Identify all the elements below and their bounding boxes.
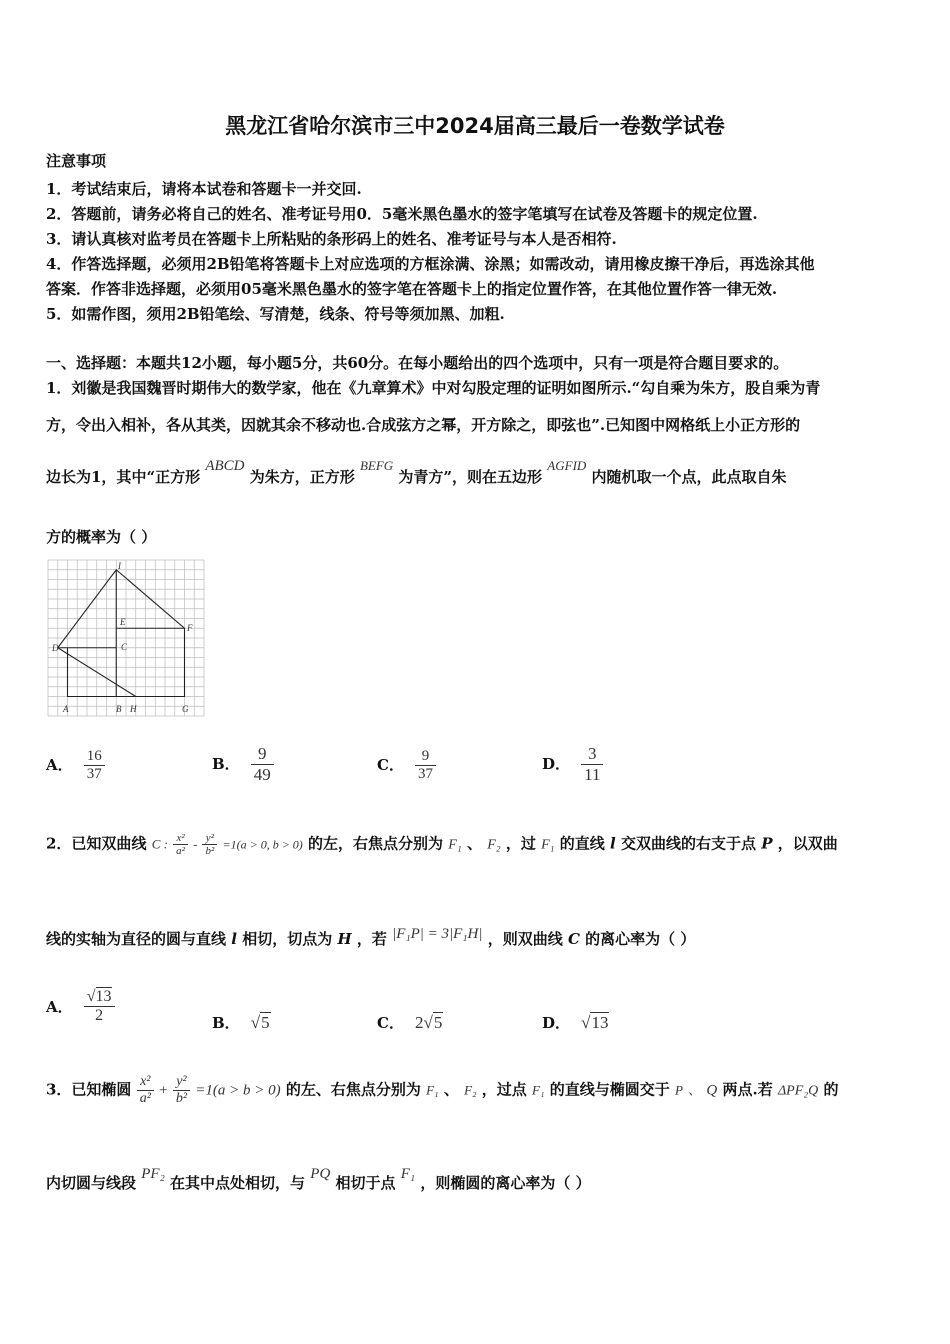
q3-text: 相切于点	[335, 1174, 396, 1192]
numerator: y²	[202, 832, 217, 845]
radicand: 5	[261, 1013, 270, 1032]
q3-text: 内切圆与线段	[46, 1174, 137, 1192]
fraction	[251, 744, 274, 785]
page-title: 黑龙江省哈尔滨市三中2024届高三最后一卷数学试卷	[225, 114, 725, 138]
q3-triangle: ΔPF₂Q	[777, 1083, 819, 1099]
label-c: C	[121, 642, 128, 652]
q2-text: 的离心率为（ ）	[585, 930, 696, 948]
q2-text: ，以双曲	[777, 834, 838, 853]
notice-item: 5．如需作图，须用2B铅笔绘、写清楚，线条、符号等须加黑、加粗.	[46, 305, 505, 323]
q3-line1	[46, 1074, 839, 1107]
option-label: C．	[377, 756, 404, 774]
q1-line2: 方，令出入相补，各从其类，因就其余不移动也.合成弦方之幂，开方除之，即弦也”.已知图中网格纸上小正方形的	[46, 416, 801, 434]
numerator: x²	[137, 1074, 154, 1091]
q3-text: 的左、右焦点分别为	[285, 1080, 421, 1099]
q2-f1: F₁	[448, 837, 462, 853]
q2-option-a[interactable]	[46, 988, 115, 1025]
notice-item: 4．作答选择题，必须用2B铅笔将答题卡上对应选项的方框涂满、涂黑；如需改动，请用橡皮擦干净后，再选涂其他	[46, 255, 815, 273]
q2-f2: F₂	[487, 837, 501, 853]
label-d: D	[52, 643, 59, 653]
q2-option-c[interactable]	[377, 1012, 443, 1033]
numerator: √13	[84, 988, 115, 1007]
notice-item: 1．考试结束后，请将本试卷和答题卡一并交回.	[46, 180, 362, 198]
denominator: 37	[86, 766, 102, 782]
q2-eq-c: C :	[151, 836, 168, 852]
q3-pf2: PF₂	[141, 1166, 165, 1182]
q1-line1: 1．刘徽是我国魏晋时期伟大的数学家，他在《九章算术》中对勾股定理的证明如图所示.“勾自乘为朱方，股自乘为青	[46, 379, 821, 397]
q3-text: 的	[823, 1080, 839, 1099]
q2-l: l	[231, 930, 237, 948]
q2-option-d[interactable]	[542, 1012, 609, 1033]
q1-line3	[46, 458, 787, 487]
q2-eq-rest: =1(a > 0, b > 0)	[222, 837, 303, 852]
q1-option-d[interactable]	[542, 744, 603, 785]
section-heading: 一、选择题：本题共12小题，每小题5分，共60分。在每小题给出的四个选项中，只有一项是符合题目要求的。	[46, 354, 789, 372]
q3-line2	[46, 1166, 591, 1193]
label-e: E	[120, 617, 126, 627]
fraction	[84, 748, 105, 783]
q3-pq: PQ	[310, 1166, 331, 1182]
denominator: b²	[205, 845, 215, 857]
q1-option-c[interactable]	[377, 748, 436, 783]
notice-heading: 注意事项	[46, 152, 107, 170]
q3-text: ，则椭圆的离心率为（ ）	[420, 1174, 591, 1192]
q2-text: 的左，右焦点分别为	[308, 834, 444, 853]
q1-befg: BEFG	[359, 458, 394, 473]
q2-text: 交双曲线的右支于点	[620, 834, 756, 853]
q2-l: l	[610, 834, 616, 853]
numerator: 9	[415, 748, 436, 766]
label-h: H	[130, 704, 137, 714]
option-label: B．	[212, 755, 240, 773]
q1-text: 边长为1，其中“正方形	[46, 468, 201, 486]
option-label: B．	[212, 1014, 240, 1032]
q2-text: ，若	[356, 930, 387, 948]
radicand: 5	[433, 1013, 443, 1032]
numerator: 9	[251, 744, 274, 765]
fraction	[581, 744, 603, 785]
q1-option-b[interactable]	[212, 744, 274, 785]
denominator: 2	[95, 1007, 104, 1024]
q2-condition: |F₁P| = 3|F₁H|	[392, 926, 483, 942]
q1-text: 内随机取一个点，此点取自朱	[591, 468, 787, 486]
q2-c: C	[567, 930, 580, 948]
q1-text: 为青方”，则在五边形	[398, 468, 543, 486]
option-label: A．	[46, 998, 73, 1016]
denominator: a²	[139, 1091, 151, 1106]
sqrt: √13	[581, 1013, 609, 1032]
q1-text: 为朱方，正方形	[249, 468, 355, 486]
q3-f1: F₁	[400, 1166, 416, 1182]
q2-f1: F₁	[541, 837, 555, 853]
q2-text: 、	[466, 834, 482, 853]
q2-h: H	[337, 930, 352, 948]
q2-text: 2．已知双曲线	[46, 834, 147, 853]
q3-text: 在其中点处相切，与	[170, 1174, 306, 1192]
q2-text: 相切，切点为	[242, 930, 333, 948]
denominator: 11	[584, 765, 601, 784]
q2-text: 线的实轴为直径的圆与直线	[46, 930, 227, 948]
fraction	[173, 1074, 190, 1107]
q3-f2: F₂	[464, 1082, 477, 1098]
q2-minus: -	[193, 837, 198, 852]
q2-line2	[46, 928, 695, 949]
q2-line1	[46, 832, 838, 857]
numerator: 3	[581, 744, 603, 765]
q2-text: 的直线	[559, 834, 605, 853]
option-label: D．	[542, 1014, 571, 1032]
label-g: G	[182, 704, 189, 714]
q2-text: ，过	[505, 834, 536, 853]
notice-item: 2．答题前，请务必将自己的姓名、准考证号用0．5毫米黑色墨水的签字笔填写在试卷及答题卡的规定位置.	[46, 205, 758, 223]
q2-option-b[interactable]	[212, 1012, 271, 1033]
q3-plus: +	[159, 1082, 168, 1099]
label-b: B	[116, 704, 122, 714]
option-label: A．	[46, 756, 73, 774]
q3-text: 的直线与椭圆交于	[549, 1080, 670, 1099]
fraction	[173, 832, 188, 857]
numerator: y²	[173, 1074, 190, 1091]
denominator: 37	[418, 766, 434, 782]
q1-line4: 方的概率为（ ）	[46, 528, 157, 546]
q2-text: ，则双曲线	[487, 930, 563, 948]
q3-q: Q	[706, 1082, 718, 1099]
notice-item: 答案．作答非选择题，必须用05毫米黑色墨水的签字笔在答题卡上的指定位置作答，在其他位置作答一律无效.	[46, 280, 778, 298]
q2-p: P	[761, 834, 773, 853]
figure-shapes	[58, 570, 185, 697]
pythagoras-figure	[46, 558, 208, 720]
sqrt: √5	[250, 1013, 270, 1032]
q3-p: P	[674, 1082, 683, 1098]
label-i: I	[118, 561, 121, 571]
radicand: 13	[591, 1013, 609, 1032]
numerator: 16	[84, 748, 105, 766]
sqrt: 2√5	[415, 1013, 443, 1032]
q3-text: 3．已知椭圆	[46, 1080, 132, 1099]
fraction	[137, 1074, 154, 1107]
denominator: 49	[253, 765, 271, 784]
denominator: a²	[176, 845, 185, 857]
denominator: b²	[175, 1091, 188, 1106]
coefficient: 2	[415, 1013, 424, 1032]
q1-abcd: ABCD	[205, 458, 245, 474]
option-label: D．	[542, 755, 571, 773]
option-label: C．	[377, 1014, 404, 1032]
label-f: F	[187, 623, 193, 633]
q3-f1: F₁	[532, 1082, 545, 1098]
q3-f1: F₁	[426, 1082, 439, 1098]
notice-item: 3．请认真核对监考员在答题卡上所粘贴的条形码上的姓名、准考证号与本人是否相符.	[46, 230, 617, 248]
q3-text: 、	[688, 1082, 702, 1098]
q3-text: 、	[443, 1080, 459, 1099]
label-a: A	[63, 704, 69, 714]
numerator: x²	[173, 832, 188, 845]
q1-option-a[interactable]	[46, 748, 105, 783]
grid-lines	[48, 560, 204, 716]
fraction	[202, 832, 217, 857]
q3-text: 两点.若	[722, 1080, 773, 1099]
q1-agfid: AGFID	[547, 458, 587, 473]
radicand: 13	[95, 988, 112, 1005]
q3-eq-rest: =1(a > b > 0)	[195, 1082, 281, 1099]
fraction	[84, 988, 115, 1025]
fraction	[415, 748, 436, 783]
q3-text: ，过点	[481, 1080, 527, 1099]
